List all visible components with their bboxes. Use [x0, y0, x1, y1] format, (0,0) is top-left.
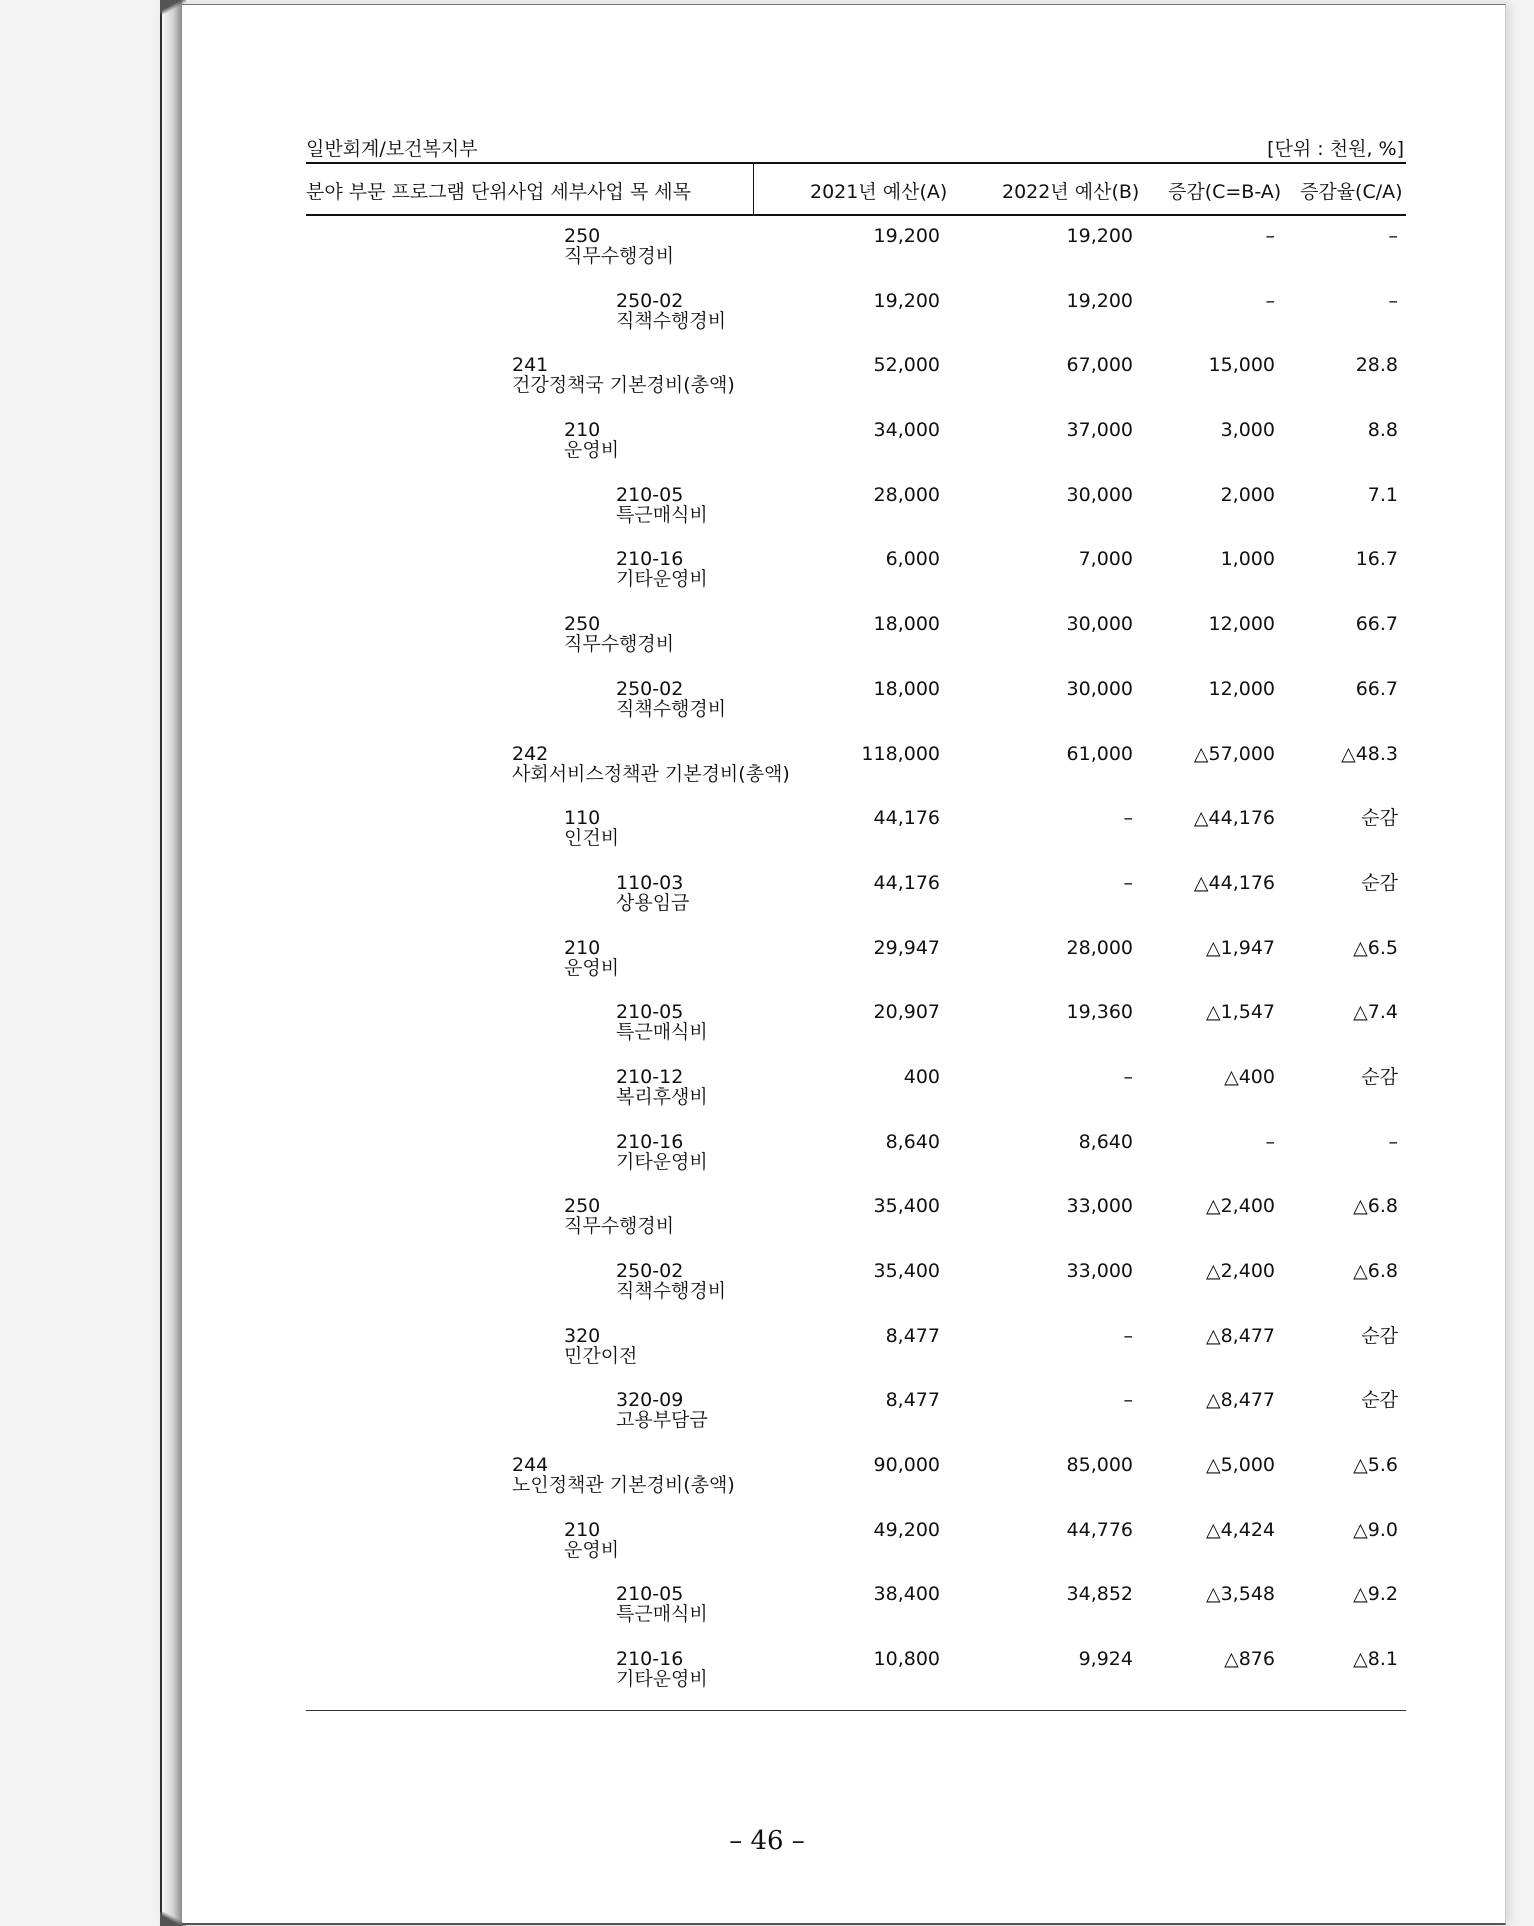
row-label: 기타운영비: [616, 1150, 708, 1173]
row-budget-2021: 38,400: [873, 1583, 940, 1606]
row-change-rate: 16.7: [1355, 548, 1398, 571]
row-change-rate: 순감: [1361, 1324, 1398, 1347]
row-change-rate: 순감: [1361, 1389, 1398, 1412]
row-budget-2021: 19,200: [873, 289, 940, 312]
row-code: 250: [564, 1195, 601, 1218]
table-row: [306, 475, 1406, 540]
row-code: 242: [512, 742, 549, 765]
row-change-rate: –: [1388, 1130, 1398, 1153]
row-budget-2022: 19,200: [1066, 289, 1133, 312]
row-budget-2022: 33,000: [1066, 1260, 1133, 1282]
row-label: 운영비: [564, 956, 620, 979]
row-change-rate: △6.8: [1353, 1260, 1398, 1282]
row-budget-2021: 35,400: [873, 1195, 940, 1218]
row-change-rate: 순감: [1361, 1065, 1398, 1088]
row-budget-2022: 19,360: [1066, 1001, 1133, 1024]
row-change: △2,400: [1205, 1195, 1275, 1218]
row-code: 210-16: [616, 1130, 684, 1153]
row-change-rate: 7.1: [1367, 483, 1398, 506]
row-code: 250-02: [616, 1260, 684, 1282]
table-row: [306, 669, 1406, 734]
row-change-rate: △5.6: [1353, 1454, 1398, 1477]
row-budget-2022: 37,000: [1066, 419, 1133, 442]
row-change-rate: △9.2: [1353, 1583, 1398, 1606]
row-change: –: [1265, 1130, 1275, 1153]
header-hierarchy: 분야 부문 프로그램 단위사업 세부사업 목 세목: [306, 181, 691, 203]
table-row: [306, 216, 1406, 281]
row-code: 241: [512, 354, 549, 377]
spine-cap-bottom: [160, 1912, 186, 1926]
row-code: 210-05: [616, 1583, 684, 1606]
header-change: 증감(C=B-A): [1168, 181, 1282, 203]
table-row: [306, 1316, 1406, 1381]
row-code: 110: [564, 807, 601, 830]
row-change-rate: 28.8: [1355, 354, 1398, 377]
row-budget-2021: 10,800: [873, 1648, 940, 1671]
row-label: 특근매식비: [616, 503, 708, 526]
table-row: [306, 281, 1406, 346]
row-budget-2021: 18,000: [873, 613, 940, 636]
row-budget-2022: –: [1123, 1324, 1133, 1347]
row-change: △57,000: [1193, 742, 1275, 765]
row-change: 2,000: [1220, 483, 1275, 506]
row-code: 250-02: [616, 289, 684, 312]
table-row: [306, 1639, 1406, 1704]
row-budget-2022: 30,000: [1066, 613, 1133, 636]
row-label: 직무수행경비: [564, 245, 675, 267]
row-budget-2022: 30,000: [1066, 483, 1133, 506]
row-code: 250-02: [616, 677, 684, 700]
row-label: 운영비: [564, 1538, 620, 1561]
row-budget-2021: 29,947: [873, 936, 940, 959]
row-code: 250: [564, 225, 601, 247]
row-change: △400: [1224, 1065, 1275, 1088]
row-label: 직책수행경비: [616, 697, 727, 720]
row-code: 320: [564, 1324, 601, 1347]
row-code: 210-16: [616, 548, 684, 571]
row-budget-2021: 20,907: [873, 1001, 940, 1024]
page-number: – 46 –: [729, 1826, 805, 1856]
row-budget-2022: –: [1123, 1065, 1133, 1088]
row-label: 직책수행경비: [616, 309, 727, 332]
table-row: [306, 1251, 1406, 1316]
row-code: 210-05: [616, 1001, 684, 1024]
row-budget-2021: 8,640: [885, 1130, 940, 1153]
row-budget-2022: 33,000: [1066, 1195, 1133, 1218]
row-label: 기타운영비: [616, 568, 708, 591]
row-budget-2022: –: [1123, 871, 1133, 894]
row-label: 복리후생비: [616, 1085, 708, 1108]
table-row: [306, 1510, 1406, 1575]
row-budget-2022: 28,000: [1066, 936, 1133, 959]
table-body: [306, 216, 1406, 1704]
row-budget-2021: 6,000: [885, 548, 940, 571]
row-change-rate: △8.1: [1353, 1648, 1398, 1671]
table-row: [306, 863, 1406, 928]
row-code: 110-03: [616, 871, 684, 894]
row-change-rate: △6.8: [1353, 1195, 1398, 1218]
row-change: △5,000: [1205, 1454, 1275, 1477]
row-code: 250: [564, 613, 601, 636]
table-row: [306, 1380, 1406, 1445]
row-label: 사회서비스정책관 기본경비(총액): [512, 762, 790, 785]
table-row: [306, 928, 1406, 993]
row-change-rate: △9.0: [1353, 1518, 1398, 1541]
table-row: [306, 604, 1406, 669]
row-change: 1,000: [1220, 548, 1275, 571]
row-budget-2022: 9,924: [1078, 1648, 1133, 1671]
row-budget-2021: 44,176: [873, 871, 940, 894]
row-budget-2022: 7,000: [1078, 548, 1133, 571]
row-budget-2021: 35,400: [873, 1260, 940, 1282]
table-row: [306, 1445, 1406, 1510]
row-code: 210: [564, 936, 601, 959]
table-caption: [306, 130, 1406, 162]
row-change: 12,000: [1208, 677, 1275, 700]
row-change: △44,176: [1193, 871, 1275, 894]
row-budget-2021: 28,000: [873, 483, 940, 506]
row-budget-2022: –: [1123, 1389, 1133, 1412]
row-budget-2022: –: [1123, 807, 1133, 830]
row-budget-2022: 67,000: [1066, 354, 1133, 377]
row-budget-2021: 44,176: [873, 807, 940, 830]
row-change-rate: –: [1388, 289, 1398, 312]
row-budget-2021: 49,200: [873, 1518, 940, 1541]
table-row: [306, 1057, 1406, 1122]
table-row: [306, 1186, 1406, 1251]
header-change-rate: 증감율(C/A): [1300, 181, 1403, 203]
table-row: [306, 734, 1406, 799]
row-budget-2022: 19,200: [1066, 225, 1133, 247]
table-row: [306, 992, 1406, 1057]
table-bottom-rule: [306, 1710, 1406, 1711]
table-row: [306, 410, 1406, 475]
row-budget-2021: 52,000: [873, 354, 940, 377]
row-change-rate: –: [1388, 225, 1398, 247]
header-budget-2021: 2021년 예산(A): [810, 181, 948, 203]
row-budget-2022: 34,852: [1066, 1583, 1133, 1606]
row-change-rate: 순감: [1361, 807, 1398, 830]
table-row: [306, 798, 1406, 863]
row-budget-2021: 8,477: [885, 1324, 940, 1347]
row-change: 12,000: [1208, 613, 1275, 636]
row-budget-2021: 90,000: [873, 1454, 940, 1477]
row-change-rate: 66.7: [1355, 677, 1398, 700]
row-label: 건강정책국 기본경비(총액): [512, 374, 735, 397]
row-change: 3,000: [1220, 419, 1275, 442]
unit-label: [단위 : 천원, %]: [1267, 138, 1404, 160]
row-change: △44,176: [1193, 807, 1275, 830]
row-code: 210-05: [616, 483, 684, 506]
row-budget-2022: 30,000: [1066, 677, 1133, 700]
row-label: 인건비: [564, 827, 620, 850]
table-header: [306, 162, 1406, 216]
row-label: 노인정책관 기본경비(총액): [512, 1474, 735, 1497]
row-change: △1,947: [1205, 936, 1275, 959]
row-change: –: [1265, 289, 1275, 312]
row-label: 직무수행경비: [564, 1215, 675, 1238]
table-row: [306, 539, 1406, 604]
table-row: [306, 345, 1406, 410]
row-label: 특근매식비: [616, 1603, 708, 1626]
row-change: –: [1265, 225, 1275, 247]
row-change: △8,477: [1205, 1389, 1275, 1412]
row-change: △876: [1224, 1648, 1275, 1671]
row-code: 320-09: [616, 1389, 684, 1412]
row-budget-2021: 18,000: [873, 677, 940, 700]
row-change-rate: 8.8: [1367, 419, 1398, 442]
spine-cap-top: [160, 0, 186, 14]
row-budget-2021: 118,000: [861, 742, 940, 765]
budget-table-section: [306, 130, 1406, 1704]
row-budget-2021: 34,000: [873, 419, 940, 442]
account-title: 일반회계/보건복지부: [306, 138, 478, 160]
row-label: 운영비: [564, 439, 620, 462]
table-row: [306, 1574, 1406, 1639]
row-change-rate: △48.3: [1341, 742, 1398, 765]
row-label: 고용부담금: [616, 1409, 708, 1432]
row-label: 직책수행경비: [616, 1280, 727, 1302]
row-label: 기타운영비: [616, 1668, 708, 1691]
row-change-rate: 순감: [1361, 871, 1398, 894]
row-label: 민간이전: [564, 1344, 638, 1367]
header-budget-2022: 2022년 예산(B): [1002, 181, 1140, 203]
row-budget-2021: 8,477: [885, 1389, 940, 1412]
row-budget-2022: 44,776: [1066, 1518, 1133, 1541]
row-change: 15,000: [1208, 354, 1275, 377]
row-change: △1,547: [1205, 1001, 1275, 1024]
row-label: 특근매식비: [616, 1021, 708, 1044]
row-code: 210-16: [616, 1648, 684, 1671]
row-change-rate: △7.4: [1353, 1001, 1398, 1024]
row-code: 210: [564, 1518, 601, 1541]
row-budget-2022: 85,000: [1066, 1454, 1133, 1477]
row-change: △2,400: [1205, 1260, 1275, 1282]
row-change-rate: 66.7: [1355, 613, 1398, 636]
row-change: △8,477: [1205, 1324, 1275, 1347]
header-divider: [753, 164, 754, 214]
row-label: 상용임금: [616, 891, 690, 914]
row-budget-2021: 19,200: [873, 225, 940, 247]
row-code: 210: [564, 419, 601, 442]
table-row: [306, 1122, 1406, 1187]
row-budget-2021: 400: [903, 1065, 940, 1088]
row-code: 244: [512, 1454, 549, 1477]
row-change-rate: △6.5: [1353, 936, 1398, 959]
row-change: △3,548: [1205, 1583, 1275, 1606]
row-change: △4,424: [1205, 1518, 1275, 1541]
row-budget-2022: 61,000: [1066, 742, 1133, 765]
row-budget-2022: 8,640: [1078, 1130, 1133, 1153]
row-label: 직무수행경비: [564, 633, 675, 656]
page-spine: [160, 0, 182, 1926]
row-code: 210-12: [616, 1065, 684, 1088]
